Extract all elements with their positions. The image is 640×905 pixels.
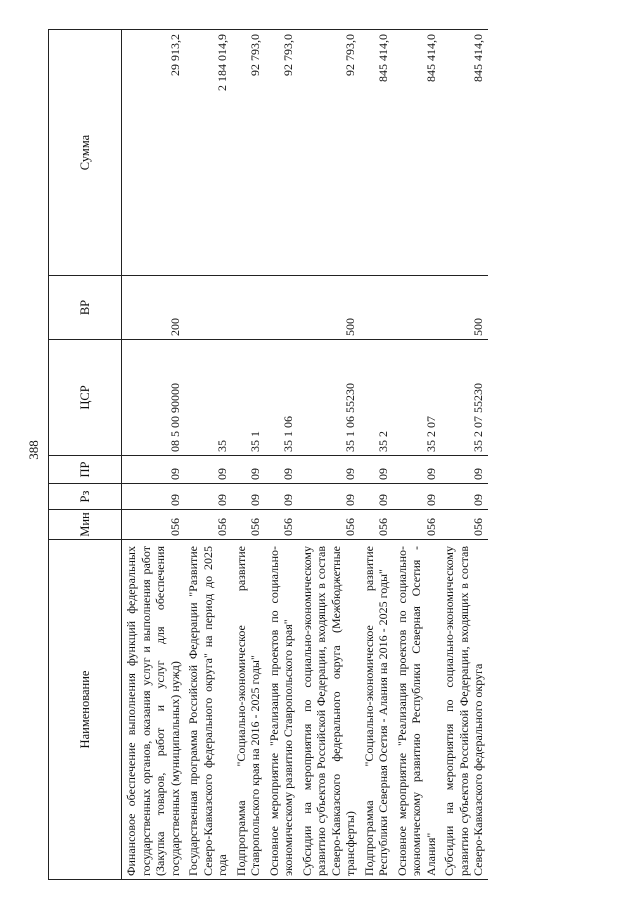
row-min: 056 bbox=[265, 510, 298, 540]
row-name: Подпрограмма "Социально-экономическое развитие Ставропольского края на 2016 - 2025 годы" bbox=[232, 540, 265, 880]
row-min: 056 bbox=[298, 510, 360, 540]
row-rz: 09 bbox=[265, 484, 298, 510]
row-csr: 35 bbox=[184, 340, 232, 456]
table-row bbox=[440, 30, 488, 880]
row-csr: 08 5 00 90000 bbox=[122, 340, 185, 456]
row-rz: 09 bbox=[298, 484, 360, 510]
row-name: Субсидии на мероприятия по социально-экономическому развитию субъектов Российской Федерации, входящих в состав Северо-Кавказского федерального округа bbox=[440, 540, 488, 880]
table-row bbox=[184, 30, 232, 880]
table-row bbox=[298, 30, 360, 880]
table-row bbox=[265, 30, 298, 880]
row-vr: 500 bbox=[440, 276, 488, 340]
row-rz: 09 bbox=[393, 484, 441, 510]
header-rz: Рз bbox=[49, 484, 122, 510]
row-name: Основное мероприятие "Реализация проектов по социально-экономическому развитию Ставропольского края" bbox=[265, 540, 298, 880]
row-min: 056 bbox=[232, 510, 265, 540]
header-pr: ПР bbox=[49, 456, 122, 484]
table-row bbox=[232, 30, 265, 880]
row-sum: 92 793,0 bbox=[232, 30, 265, 276]
row-pr: 09 bbox=[265, 456, 298, 484]
row-csr: 35 2 bbox=[360, 340, 393, 456]
row-rz: 09 bbox=[360, 484, 393, 510]
row-sum: 845 414,0 bbox=[360, 30, 393, 276]
row-vr bbox=[232, 276, 265, 340]
rotated-page bbox=[48, 30, 578, 880]
row-pr: 09 bbox=[440, 456, 488, 484]
header-min: Мин bbox=[49, 510, 122, 540]
header-name: Наименование bbox=[49, 540, 122, 880]
budget-table bbox=[48, 29, 488, 880]
row-csr: 35 2 07 bbox=[393, 340, 441, 456]
row-name: Государственная программа Российской Федерации "Развитие Северо-Кавказского федерального округа" на период до 2025 года bbox=[184, 540, 232, 880]
row-sum: 845 414,0 bbox=[393, 30, 441, 276]
row-rz: 09 bbox=[440, 484, 488, 510]
header-row bbox=[49, 30, 122, 880]
row-vr: 200 bbox=[122, 276, 185, 340]
header-vr: ВР bbox=[49, 276, 122, 340]
page-number: 388 bbox=[26, 440, 41, 460]
row-name: Субсидии на мероприятия по социально-экономическому развитию субъектов Российской Федерации, входящих в состав Северо-Кавказского федерального округа (Межбюджетные трансферты) bbox=[298, 540, 360, 880]
row-pr: 09 bbox=[298, 456, 360, 484]
row-pr: 09 bbox=[232, 456, 265, 484]
table-row bbox=[122, 30, 185, 880]
table-row bbox=[360, 30, 393, 880]
row-csr: 35 1 06 55230 bbox=[298, 340, 360, 456]
row-name: Финансовое обеспечение выполнения функций федеральных государственных органов, оказания услуг и выполнения работ (Закупка товаров, работ и услуг для обеспечения государственных (муниципальных) нужд) bbox=[122, 540, 185, 880]
row-sum: 92 793,0 bbox=[298, 30, 360, 276]
row-name: Подпрограмма "Социально-экономическое развитие Республики Северная Осетия - Алания на 2016 - 2025 годы" bbox=[360, 540, 393, 880]
row-vr: 500 bbox=[298, 276, 360, 340]
row-csr: 35 1 06 bbox=[265, 340, 298, 456]
row-pr: 09 bbox=[184, 456, 232, 484]
row-sum: 2 184 014,9 bbox=[184, 30, 232, 276]
row-min: 056 bbox=[184, 510, 232, 540]
row-sum: 29 913,2 bbox=[122, 30, 185, 276]
row-csr: 35 1 bbox=[232, 340, 265, 456]
row-pr: 09 bbox=[122, 456, 185, 484]
row-vr bbox=[265, 276, 298, 340]
row-pr: 09 bbox=[360, 456, 393, 484]
row-min: 056 bbox=[440, 510, 488, 540]
row-vr bbox=[184, 276, 232, 340]
row-min: 056 bbox=[360, 510, 393, 540]
header-csr: ЦСР bbox=[49, 340, 122, 456]
row-min: 056 bbox=[393, 510, 441, 540]
row-rz: 09 bbox=[122, 484, 185, 510]
row-csr: 35 2 07 55230 bbox=[440, 340, 488, 456]
row-rz: 09 bbox=[232, 484, 265, 510]
table-row bbox=[393, 30, 441, 880]
row-pr: 09 bbox=[393, 456, 441, 484]
row-sum: 845 414,0 bbox=[440, 30, 488, 276]
row-vr bbox=[360, 276, 393, 340]
header-sum: Сумма bbox=[49, 30, 122, 276]
row-vr bbox=[393, 276, 441, 340]
row-name: Основное мероприятие "Реализация проектов по социально-экономическому развитию Республики Северная Осетия - Алания" bbox=[393, 540, 441, 880]
row-rz: 09 bbox=[184, 484, 232, 510]
row-sum: 92 793,0 bbox=[265, 30, 298, 276]
row-min: 056 bbox=[122, 510, 185, 540]
